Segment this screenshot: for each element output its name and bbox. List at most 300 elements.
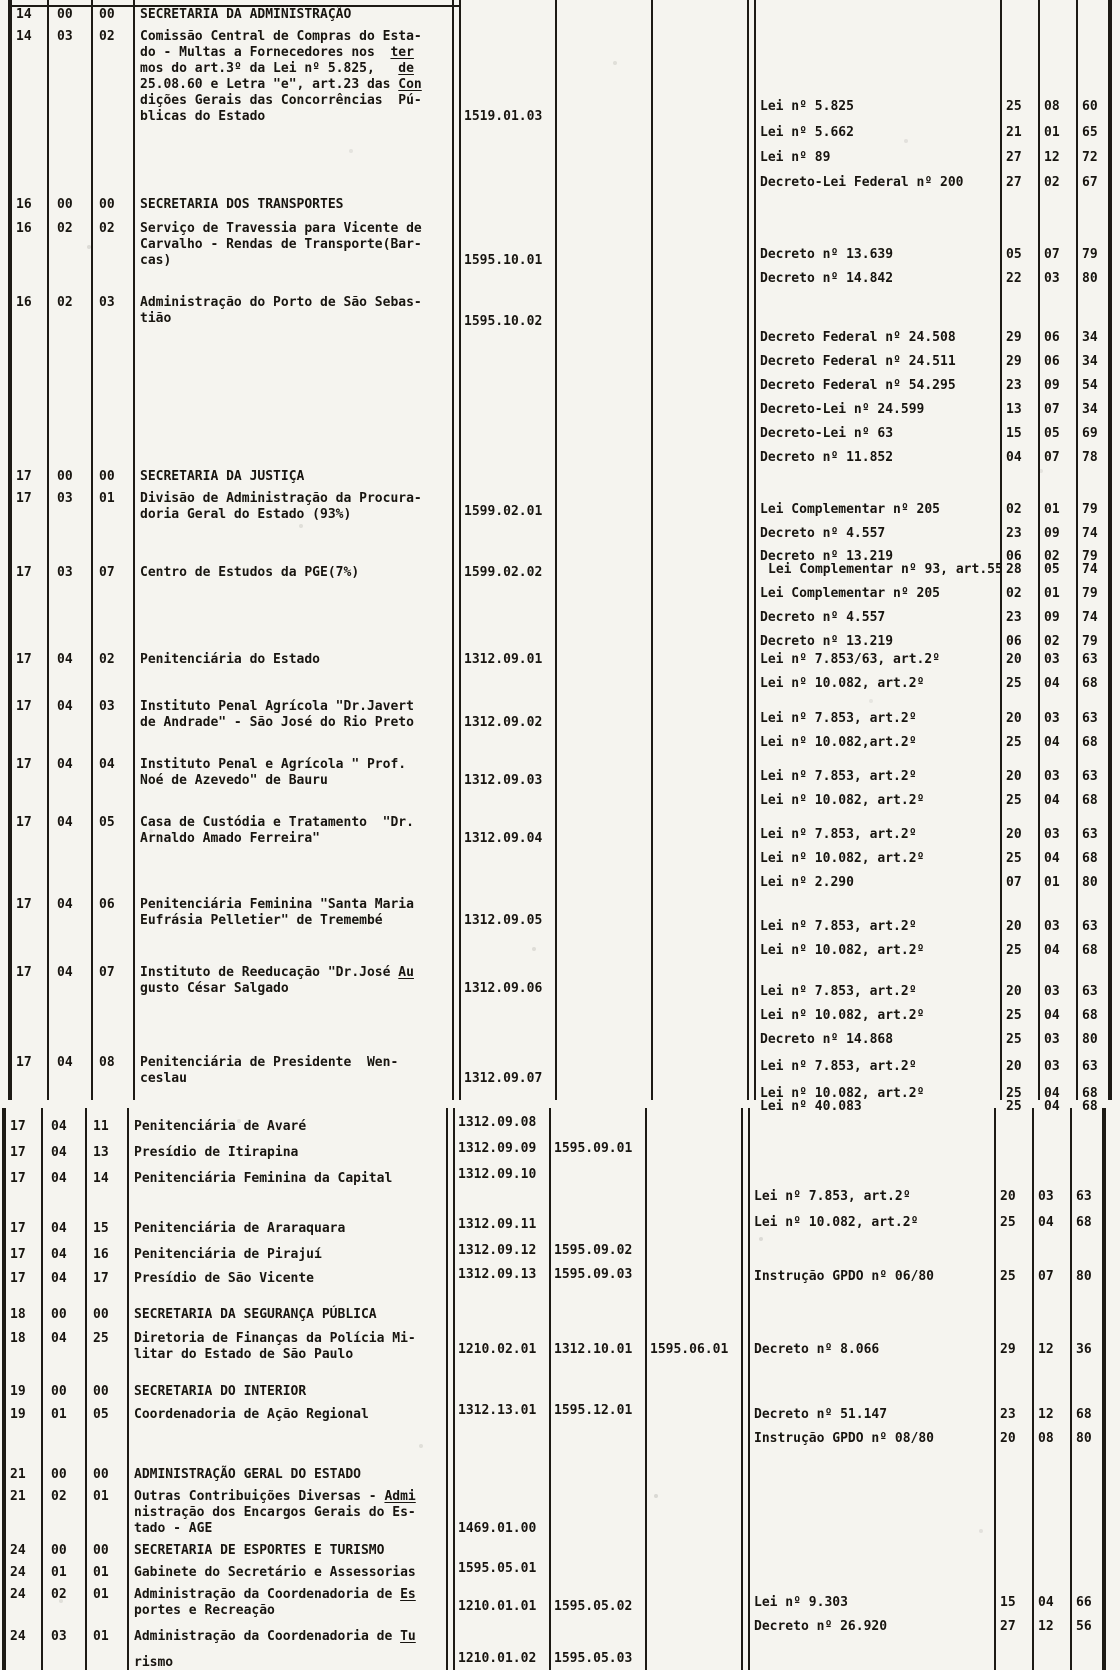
legal-ref-year: 78 [1082, 450, 1098, 465]
legal-ref-month: 03 [1044, 919, 1060, 934]
legal-ref-year: 74 [1082, 610, 1098, 625]
entry-code-mid: 00 [57, 469, 73, 484]
legal-ref-year: 68 [1076, 1215, 1092, 1230]
entry-code-minor: 17 [93, 1271, 109, 1286]
legal-ref-day: 27 [1006, 150, 1022, 165]
legal-ref-year: 68 [1082, 1086, 1098, 1101]
entry-code-minor: 02 [99, 221, 115, 236]
legal-ref-month: 02 [1044, 634, 1060, 649]
legal-ref-day: 20 [1006, 1059, 1022, 1074]
entry-code-mid: 03 [57, 29, 73, 44]
entry-code-major: 17 [10, 1271, 26, 1286]
legal-ref-month: 08 [1038, 1431, 1054, 1446]
column-rule-bottom [748, 1108, 750, 1670]
column-rule-bottom [41, 1108, 43, 1670]
legal-ref-day: 20 [1006, 711, 1022, 726]
legal-ref-day: 27 [1006, 175, 1022, 190]
legal-ref-year: 68 [1082, 1099, 1098, 1114]
classification-code: 1595.12.01 [554, 1403, 633, 1418]
entry-description-line: Arnaldo Amado Ferreira" [140, 831, 321, 846]
legal-ref-text: Lei nº 10.082,art.2º [760, 735, 917, 750]
legal-ref-day: 22 [1006, 271, 1022, 286]
column-rule-bottom [2, 1108, 6, 1670]
legal-ref-text: Lei nº 7.853, art.2º [760, 919, 917, 934]
entry-code-mid: 04 [57, 652, 73, 667]
legal-ref-text: Decreto nº 13.639 [760, 247, 894, 262]
entry-description-line: dições Gerais das Concorrências Pú- [140, 93, 422, 108]
legal-ref-text: Lei nº 7.853, art.2º [760, 1059, 917, 1074]
entry-description-line: nistração dos Encargos Gerais do Es- [134, 1505, 416, 1520]
entry-code-major: 14 [16, 29, 32, 44]
classification-code: 1519.01.03 [464, 109, 543, 124]
classification-code: 1312.09.01 [464, 652, 543, 667]
legal-ref-text: Decreto nº 51.147 [754, 1407, 888, 1422]
legal-ref-month: 02 [1044, 175, 1060, 190]
legal-ref-month: 04 [1044, 943, 1060, 958]
legal-ref-text: Lei nº 7.853, art.2º [754, 1189, 911, 1204]
column-rule-bottom [446, 1108, 448, 1670]
legal-ref-text: Decreto nº 14.842 [760, 271, 894, 286]
legal-ref-year: 80 [1082, 875, 1098, 890]
legal-ref-year: 54 [1082, 378, 1098, 393]
entry-code-major: 24 [10, 1565, 26, 1580]
legal-ref-day: 25 [1006, 676, 1022, 691]
column-rule-bottom [741, 1108, 743, 1670]
entry-description-line: Coordenadoria de Ação Regional [134, 1407, 369, 1422]
legal-ref-year: 68 [1082, 943, 1098, 958]
entry-description-line: Casa de Custódia e Tratamento "Dr. [140, 815, 414, 830]
classification-code: 1312.09.10 [458, 1167, 537, 1182]
entry-code-minor: 01 [93, 1629, 109, 1644]
column-rule-top [1038, 0, 1040, 1100]
classification-code: 1595.05.02 [554, 1599, 633, 1614]
legal-ref-day: 04 [1006, 450, 1022, 465]
entry-description-line: Comissão Central de Compras do Esta- [140, 29, 422, 44]
legal-ref-year: 65 [1082, 125, 1098, 140]
legal-ref-text: Decreto nº 4.557 [760, 610, 886, 625]
legal-ref-text: Decreto nº 4.557 [760, 526, 886, 541]
legal-ref-text: Lei nº 89 [760, 150, 831, 165]
classification-code: 1210.01.01 [458, 1599, 537, 1614]
classification-code: 1595.06.01 [650, 1342, 729, 1357]
classification-code: 1312.10.01 [554, 1342, 633, 1357]
legal-ref-year: 56 [1076, 1619, 1092, 1634]
legal-ref-month: 04 [1038, 1215, 1054, 1230]
entry-code-minor: 03 [99, 295, 115, 310]
entry-description-line: doria Geral do Estado (93%) [140, 507, 352, 522]
legal-ref-day: 23 [1006, 378, 1022, 393]
legal-ref-month: 03 [1044, 1032, 1060, 1047]
legal-ref-year: 63 [1082, 984, 1098, 999]
entry-description-line: Penitenciária do Estado [140, 652, 321, 667]
legal-ref-year: 79 [1082, 586, 1098, 601]
entry-code-major: 17 [16, 491, 32, 506]
entry-code-minor: 00 [93, 1543, 109, 1558]
entry-code-minor: 15 [93, 1221, 109, 1236]
entry-code-major: 16 [16, 221, 32, 236]
classification-code: 1312.09.03 [464, 773, 543, 788]
entry-description-line: mos do art.3º da Lei nº 5.825, de [140, 61, 414, 76]
legal-ref-text: Lei nº 5.825 [760, 99, 854, 114]
entry-code-mid: 02 [51, 1489, 67, 1504]
entry-code-major: 18 [10, 1307, 26, 1322]
legal-ref-text: Instrução GPDO nº 06/80 [754, 1269, 935, 1284]
entry-code-major: 17 [10, 1247, 26, 1262]
legal-ref-day: 29 [1006, 354, 1022, 369]
entry-code-minor: 06 [99, 897, 115, 912]
classification-code: 1312.09.13 [458, 1267, 537, 1282]
legal-ref-day: 21 [1006, 125, 1022, 140]
legal-ref-day: 02 [1006, 502, 1022, 517]
legal-ref-month: 12 [1038, 1342, 1054, 1357]
legal-ref-day: 20 [1006, 652, 1022, 667]
legal-ref-month: 03 [1044, 827, 1060, 842]
entry-code-minor: 00 [99, 197, 115, 212]
entry-code-major: 19 [10, 1407, 26, 1422]
classification-code: 1599.02.02 [464, 565, 543, 580]
entry-code-minor: 07 [99, 965, 115, 980]
entry-code-major: 16 [16, 197, 32, 212]
legal-ref-text: Lei nº 10.082, art.2º [760, 676, 925, 691]
legal-ref-month: 03 [1038, 1189, 1054, 1204]
entry-code-major: 17 [16, 965, 32, 980]
legal-ref-year: 68 [1082, 1008, 1098, 1023]
entry-code-mid: 04 [57, 1055, 73, 1070]
column-rule-bottom [453, 1108, 455, 1670]
entry-description-line: Gabinete do Secretário e Assessorias [134, 1565, 416, 1580]
entry-description-line: Divisão de Administração da Procura- [140, 491, 422, 506]
classification-code: 1312.09.05 [464, 913, 543, 928]
legal-ref-year: 63 [1082, 827, 1098, 842]
legal-ref-month: 04 [1044, 1086, 1060, 1101]
legal-ref-day: 27 [1000, 1619, 1016, 1634]
legal-ref-text: Lei nº 10.082, art.2º [760, 793, 925, 808]
legal-ref-text: Decreto nº 11.852 [760, 450, 894, 465]
legal-ref-year: 66 [1076, 1595, 1092, 1610]
entry-code-minor: 05 [99, 815, 115, 830]
legal-ref-text: Lei nº 10.082, art.2º [760, 1086, 925, 1101]
legal-ref-text: Lei nº 7.853, art.2º [760, 827, 917, 842]
classification-code: 1312.09.07 [464, 1071, 543, 1086]
entry-code-major: 18 [10, 1331, 26, 1346]
legal-ref-day: 25 [1006, 1086, 1022, 1101]
classification-code: 1312.09.08 [458, 1115, 537, 1130]
entry-code-mid: 04 [57, 897, 73, 912]
column-rule-bottom [549, 1108, 551, 1670]
classification-code: 1595.05.03 [554, 1651, 633, 1666]
legal-ref-day: 25 [1006, 943, 1022, 958]
legal-ref-month: 07 [1044, 450, 1060, 465]
classification-code: 1469.01.00 [458, 1521, 537, 1536]
entry-code-mid: 04 [51, 1271, 67, 1286]
column-rule-top [8, 0, 12, 1100]
legal-ref-text: Lei Complementar nº 205 [760, 502, 941, 517]
legal-ref-text: Lei nº 5.662 [760, 125, 854, 140]
classification-code: 1312.09.02 [464, 715, 543, 730]
section-header-text: SECRETARIA DA SEGURANÇA PÚBLICA [134, 1307, 377, 1322]
column-rule-bottom [1032, 1108, 1034, 1670]
legal-ref-month: 12 [1038, 1407, 1054, 1422]
legal-ref-text: Decreto-Lei nº 63 [760, 426, 894, 441]
legal-ref-text: Lei nº 40.083 [760, 1099, 862, 1114]
entry-code-mid: 01 [51, 1565, 67, 1580]
legal-ref-year: 68 [1076, 1407, 1092, 1422]
classification-code: 1312.09.06 [464, 981, 543, 996]
entry-description-line: Penitenciária de Araraquara [134, 1221, 346, 1236]
entry-code-mid: 03 [57, 565, 73, 580]
entry-code-mid: 04 [51, 1331, 67, 1346]
entry-code-mid: 04 [57, 965, 73, 980]
legal-ref-year: 74 [1082, 562, 1098, 577]
entry-code-major: 24 [10, 1543, 26, 1558]
entry-code-mid: 00 [57, 7, 73, 22]
classification-code: 1312.09.11 [458, 1217, 537, 1232]
column-rule-top [1076, 0, 1078, 1100]
classification-code: 1312.09.12 [458, 1243, 537, 1258]
entry-code-major: 17 [10, 1171, 26, 1186]
entry-description-line: Presídio de Itirapina [134, 1145, 299, 1160]
legal-ref-year: 34 [1082, 402, 1098, 417]
legal-ref-month: 03 [1044, 769, 1060, 784]
entry-description-line: Serviço de Travessia para Vicente de [140, 221, 422, 236]
entry-code-minor: 04 [99, 757, 115, 772]
entry-code-mid: 01 [51, 1407, 67, 1422]
classification-code: 1595.05.01 [458, 1561, 537, 1576]
entry-description-line: Administração da Coordenadoria de Tu [134, 1629, 416, 1644]
entry-code-minor: 07 [99, 565, 115, 580]
entry-code-minor: 25 [93, 1331, 109, 1346]
column-rule-top [555, 0, 557, 1100]
legal-ref-month: 09 [1044, 526, 1060, 541]
legal-ref-day: 06 [1006, 634, 1022, 649]
entry-code-minor: 00 [99, 7, 115, 22]
entry-description-line: portes e Recreação [134, 1603, 275, 1618]
legal-ref-month: 03 [1044, 711, 1060, 726]
legal-ref-day: 23 [1006, 610, 1022, 625]
column-rule-bottom [85, 1108, 87, 1670]
column-rule-top [452, 0, 454, 1100]
entry-code-mid: 00 [51, 1307, 67, 1322]
legal-ref-text: Decreto Federal nº 24.508 [760, 330, 956, 345]
entry-code-mid: 00 [57, 197, 73, 212]
legal-ref-month: 03 [1044, 271, 1060, 286]
column-rule-top [1000, 0, 1002, 1100]
legal-ref-day: 15 [1006, 426, 1022, 441]
entry-code-major: 14 [16, 7, 32, 22]
legal-ref-month: 08 [1044, 99, 1060, 114]
legal-ref-month: 12 [1038, 1619, 1054, 1634]
entry-code-mid: 04 [51, 1145, 67, 1160]
entry-code-major: 17 [10, 1221, 26, 1236]
legal-ref-text: Lei nº 7.853/63, art.2º [760, 652, 941, 667]
legal-ref-year: 69 [1082, 426, 1098, 441]
entry-code-major: 17 [10, 1119, 26, 1134]
entry-code-minor: 11 [93, 1119, 109, 1134]
column-rule-top [1108, 0, 1112, 1100]
legal-ref-text: Decreto Federal nº 54.295 [760, 378, 956, 393]
entry-description-line: Instituto de Reeducação "Dr.José Au [140, 965, 414, 980]
legal-ref-year: 74 [1082, 526, 1098, 541]
entry-code-minor: 01 [99, 491, 115, 506]
legal-ref-month: 04 [1044, 851, 1060, 866]
legal-ref-day: 20 [1006, 769, 1022, 784]
legal-ref-month: 09 [1044, 610, 1060, 625]
entry-description-line: litar do Estado de São Paulo [134, 1347, 354, 1362]
legal-ref-text: Lei nº 7.853, art.2º [760, 984, 917, 999]
entry-description-line: Instituto Penal e Agrícola " Prof. [140, 757, 407, 772]
legal-ref-month: 03 [1044, 652, 1060, 667]
legal-ref-day: 25 [1006, 735, 1022, 750]
entry-description-line: tião [140, 311, 172, 326]
legal-ref-month: 04 [1044, 1099, 1060, 1114]
legal-ref-year: 36 [1076, 1342, 1092, 1357]
legal-ref-month: 04 [1044, 1008, 1060, 1023]
legal-ref-year: 79 [1082, 502, 1098, 517]
section-header-text: SECRETARIA DE ESPORTES E TURISMO [134, 1543, 385, 1558]
legal-ref-month: 07 [1038, 1269, 1054, 1284]
legal-ref-month: 03 [1044, 1059, 1060, 1074]
legal-ref-text: Instrução GPDO nº 08/80 [754, 1431, 935, 1446]
entry-description-line: gusto César Salgado [140, 981, 289, 996]
entry-code-mid: 00 [51, 1543, 67, 1558]
legal-ref-year: 68 [1082, 735, 1098, 750]
entry-description-line: Carvalho - Rendas de Transporte(Bar- [140, 237, 422, 252]
entry-description-line: Administração da Coordenadoria de Es [134, 1587, 416, 1602]
legal-ref-day: 20 [1006, 827, 1022, 842]
legal-ref-year: 80 [1082, 271, 1098, 286]
legal-ref-day: 20 [1006, 919, 1022, 934]
legal-ref-month: 02 [1044, 549, 1060, 564]
legal-ref-day: 23 [1000, 1407, 1016, 1422]
legal-ref-day: 15 [1000, 1595, 1016, 1610]
entry-description-line: de Andrade" - São José do Rio Preto [140, 715, 414, 730]
entry-code-major: 17 [16, 699, 32, 714]
legal-ref-year: 34 [1082, 330, 1098, 345]
entry-code-minor: 01 [93, 1489, 109, 1504]
entry-code-major: 21 [10, 1467, 26, 1482]
legal-ref-day: 20 [1006, 984, 1022, 999]
entry-code-mid: 03 [57, 491, 73, 506]
legal-ref-year: 68 [1082, 793, 1098, 808]
entry-description-line: Noé de Azevedo" de Bauru [140, 773, 328, 788]
legal-ref-day: 28 [1006, 562, 1022, 577]
column-rule-bottom [1102, 1108, 1106, 1670]
legal-ref-day: 25 [1006, 793, 1022, 808]
legal-ref-day: 25 [1006, 1099, 1022, 1114]
entry-description-line: Centro de Estudos da PGE(7%) [140, 565, 360, 580]
entry-code-major: 17 [16, 652, 32, 667]
legal-ref-day: 25 [1006, 1008, 1022, 1023]
legal-ref-year: 79 [1082, 634, 1098, 649]
legal-ref-day: 20 [1000, 1431, 1016, 1446]
column-rule-top [651, 0, 653, 1100]
entry-description-line: Instituto Penal Agrícola "Dr.Javert [140, 699, 414, 714]
legal-ref-month: 07 [1044, 402, 1060, 417]
entry-code-minor: 05 [93, 1407, 109, 1422]
section-header-text: SECRETARIA DA ADMINISTRAÇÃO [140, 7, 352, 22]
column-rule-bottom [994, 1108, 996, 1670]
column-rule-top [91, 0, 93, 1100]
column-rule-bottom [127, 1108, 129, 1670]
legal-ref-year: 60 [1082, 99, 1098, 114]
legal-ref-month: 01 [1044, 125, 1060, 140]
classification-code: 1312.09.09 [458, 1141, 537, 1156]
classification-code: 1312.09.04 [464, 831, 543, 846]
entry-code-minor: 03 [99, 699, 115, 714]
legal-ref-month: 03 [1044, 984, 1060, 999]
legal-ref-text: Lei nº 9.303 [754, 1595, 848, 1610]
classification-code: 1595.09.01 [554, 1141, 633, 1156]
legal-ref-day: 06 [1006, 549, 1022, 564]
legal-ref-year: 80 [1076, 1269, 1092, 1284]
legal-ref-month: 01 [1044, 502, 1060, 517]
section-header-text: SECRETARIA DOS TRANSPORTES [140, 197, 344, 212]
classification-code: 1210.01.02 [458, 1651, 537, 1666]
entry-description-line: Penitenciária de Pirajuí [134, 1247, 322, 1262]
entry-description-line: Penitenciária Feminina da Capital [134, 1171, 393, 1186]
legal-ref-text: Lei nº 10.082, art.2º [760, 943, 925, 958]
legal-ref-text: Decreto nº 8.066 [754, 1342, 880, 1357]
entry-code-major: 17 [16, 565, 32, 580]
entry-code-minor: 08 [99, 1055, 115, 1070]
legal-ref-day: 25 [1006, 851, 1022, 866]
legal-ref-text: Lei Complementar nº 93, art.55 [768, 562, 1003, 577]
legal-ref-day: 25 [1006, 99, 1022, 114]
entry-code-mid: 04 [51, 1221, 67, 1236]
entry-code-mid: 03 [51, 1629, 67, 1644]
legal-ref-year: 63 [1082, 652, 1098, 667]
entry-description-line: Eufrásia Pelletier" de Tremembé [140, 913, 383, 928]
entry-code-minor: 00 [99, 469, 115, 484]
entry-description-line: tado - AGE [134, 1521, 213, 1536]
legal-ref-text: Lei nº 2.290 [760, 875, 854, 890]
classification-code: 1210.02.01 [458, 1342, 537, 1357]
legal-ref-year: 79 [1082, 549, 1098, 564]
legal-ref-month: 05 [1044, 562, 1060, 577]
legal-ref-text: Decreto-Lei nº 24.599 [760, 402, 925, 417]
entry-code-mid: 04 [57, 699, 73, 714]
column-rule-bottom [1070, 1108, 1072, 1670]
legal-ref-day: 25 [1000, 1215, 1016, 1230]
column-rule-top [47, 0, 49, 1100]
legal-ref-month: 07 [1044, 247, 1060, 262]
column-rule-top [133, 0, 135, 1100]
legal-ref-year: 63 [1082, 1059, 1098, 1074]
entry-code-minor: 00 [93, 1467, 109, 1482]
entry-code-mid: 02 [57, 295, 73, 310]
entry-description-line: Penitenciária Feminina "Santa Maria [140, 897, 414, 912]
entry-code-minor: 02 [99, 652, 115, 667]
entry-code-minor: 00 [93, 1307, 109, 1322]
legal-ref-day: 07 [1006, 875, 1022, 890]
legal-ref-year: 80 [1082, 1032, 1098, 1047]
legal-ref-month: 04 [1044, 676, 1060, 691]
legal-ref-year: 63 [1076, 1189, 1092, 1204]
entry-code-minor: 14 [93, 1171, 109, 1186]
entry-code-major: 24 [10, 1629, 26, 1644]
legal-ref-month: 01 [1044, 586, 1060, 601]
classification-code: 1595.10.02 [464, 314, 543, 329]
legal-ref-day: 20 [1000, 1189, 1016, 1204]
column-rule-top [754, 0, 756, 1100]
entry-code-minor: 13 [93, 1145, 109, 1160]
legal-ref-year: 63 [1082, 769, 1098, 784]
classification-code: 1312.13.01 [458, 1403, 537, 1418]
legal-ref-text: Lei nº 7.853, art.2º [760, 711, 917, 726]
entry-code-minor: 01 [93, 1587, 109, 1602]
legal-ref-month: 04 [1044, 793, 1060, 808]
entry-description-line: Penitenciária de Presidente Wen- [140, 1055, 399, 1070]
